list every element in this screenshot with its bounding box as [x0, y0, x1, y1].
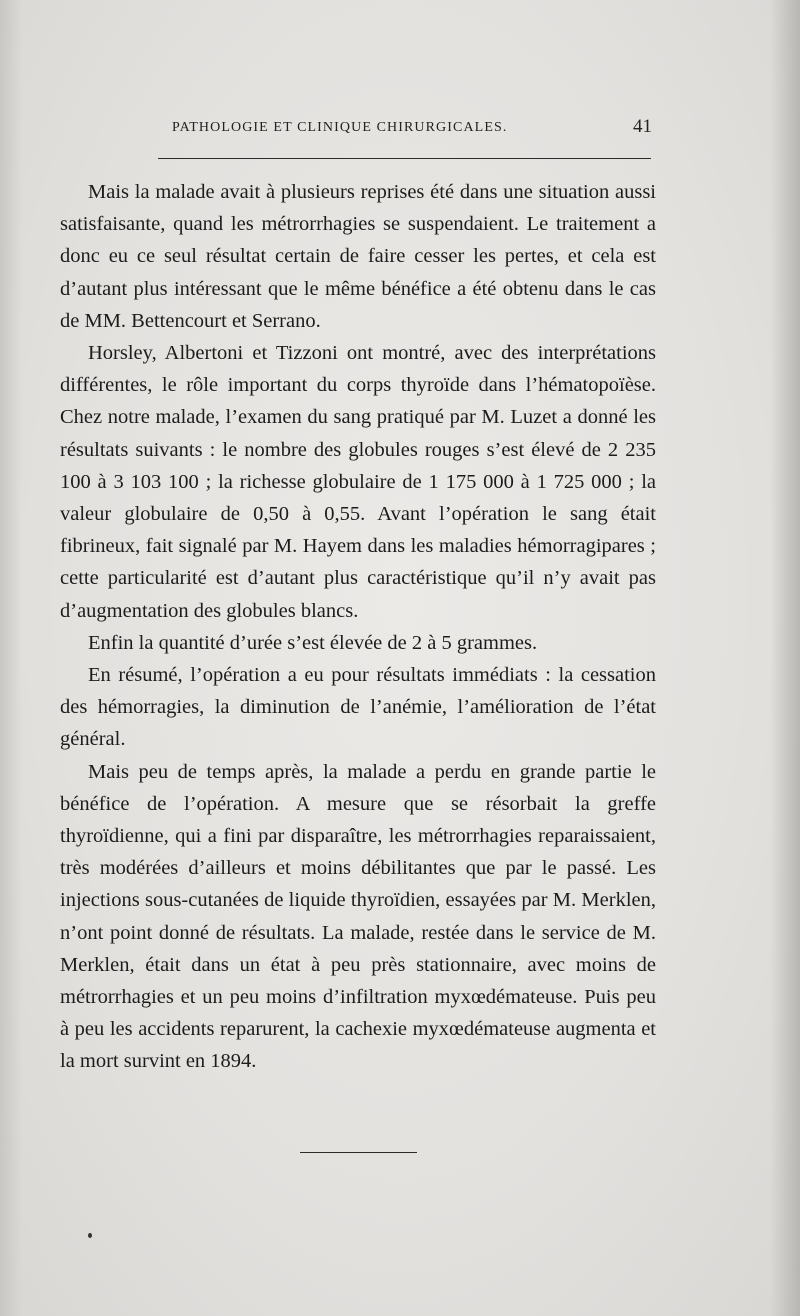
page-number: 41 [633, 116, 652, 137]
paragraph: Mais peu de temps après, la malade a perdu en grande partie le bénéfice de l’opération. A mesure que se résorbait la greffe thyroïdienne, qui a fini par disparaître, les métrorrhagies reparaissaient, très modérées d’ailleurs et moins débilitantes que par le passé. Les injections sous-cutanées de liquide thyroïdien, essayées par M. Merklen, n’ont point donné de résultats. La malade, restée dans le service de M. Merklen, était dans un état à peu près stationnaire, avec moins de métrorrhagies et un peu moins d’infiltration myxœdémateuse. Puis peu à peu les accidents reparurent, la cachexie myxœdémateuse augmenta et la mort survint en 1894. [60, 760, 656, 1073]
paragraph: En résumé, l’opération a eu pour résultats immédiats : la cessation des hémorragies, la diminution de l’anémie, l’amélioration de l’état général. [60, 664, 656, 751]
page-gutter-shadow [0, 0, 22, 1316]
running-head [160, 116, 650, 140]
section-end-rule [300, 1152, 417, 1153]
page-edge-shadow [770, 0, 800, 1316]
running-title: PATHOLOGIE ET CLINIQUE CHIRURGICALES. [172, 120, 508, 135]
paragraph: Mais la malade avait à plusieurs reprises été dans une situation aussi satisfaisante, quand les métrorrhagies se suspendaient. Le traitement a donc eu ce seul résultat certain de faire cesser les pertes, et cela est d’autant plus intéressant que le même bénéfice a été obtenu dans le cas de MM. Bettencourt et Serrano. [60, 181, 656, 332]
paragraph: Enfin la quantité d’urée s’est élevée de 2 à 5 grammes. [88, 631, 538, 654]
header-rule [158, 158, 651, 159]
ink-speck [88, 1233, 92, 1238]
paragraph: Horsley, Albertoni et Tizzoni ont montré, avec des interprétations différentes, le rôle important du corps thyroïde dans l’hématopoïèse. Chez notre malade, l’examen du sang pratiqué par M. Luzet a donné les résultats suivants : le nombre des globules rouges s’est élevé de 2 235 100 à 3 103 100 ; la richesse globulaire de 1 175 000 à 1 725 000 ; la valeur globulaire de 0,50 à 0,55. Avant l’opération le sang était fibrineux, fait signalé par M. Hayem dans les maladies hémorragipares ; cette particularité est d’autant plus caractéristique qu’il n’y avait pas d’augmentation des globules blancs. [60, 342, 656, 622]
body-text [60, 176, 656, 1078]
